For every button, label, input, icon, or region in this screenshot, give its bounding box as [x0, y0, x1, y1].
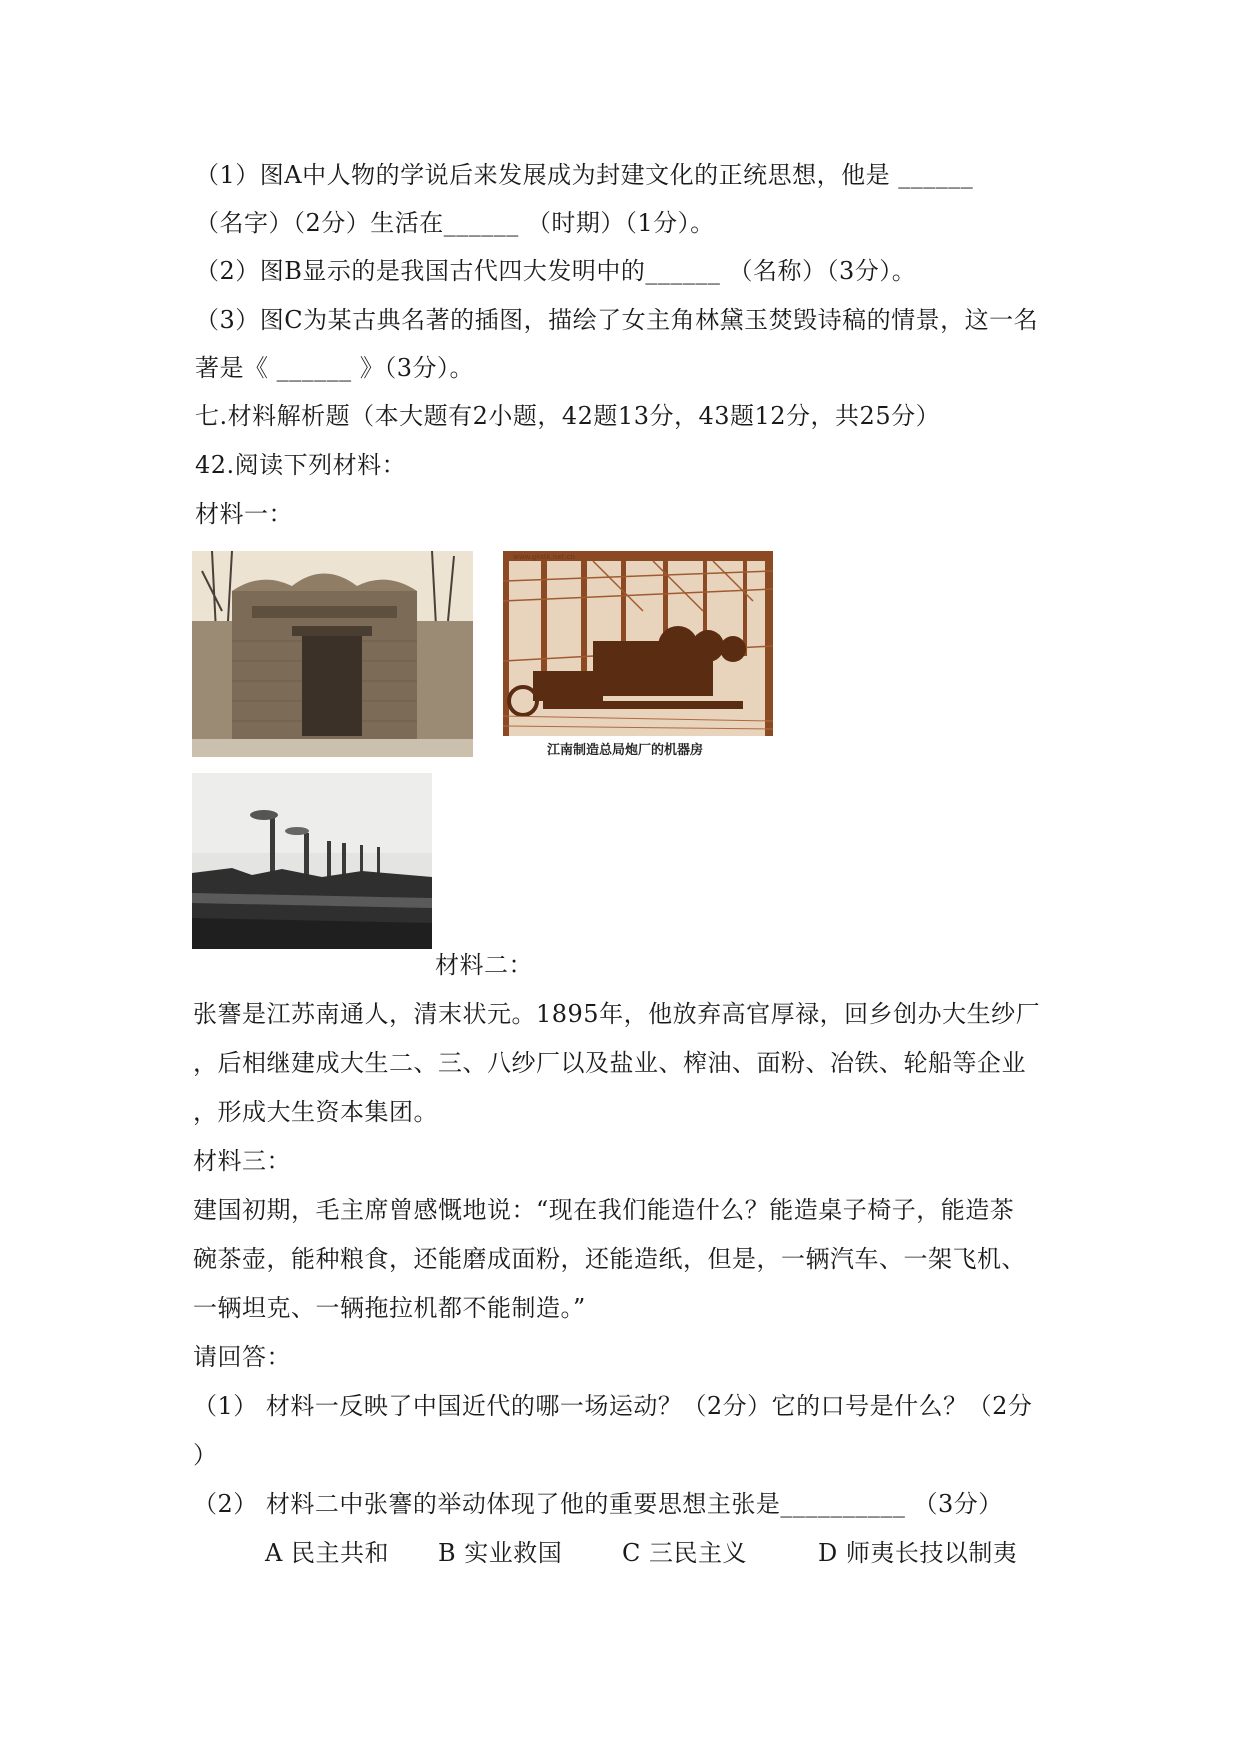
question-1-line-1: （1）图A中人物的学说后来发展成为封建文化的正统思想，他是 ______ [195, 161, 974, 189]
photo-watermark: www.gkstk.net.cn [513, 553, 575, 561]
material-2-line-3: ，形成大生资本集团。 [193, 1098, 438, 1126]
option-b: B 实业救国 [438, 1539, 563, 1567]
sub-question-1-line-2: ） [193, 1441, 218, 1469]
material-3-line-1: 建国初期，毛主席曾感慨地说：“现在我们能造什么？能造桌子椅子，能造茶 [193, 1196, 1015, 1224]
material-3-line-2: 碗茶壶，能种粮食，还能磨成面粉，还能造纸，但是，一辆汽车、一架飞机、 [193, 1245, 1026, 1273]
machine-room-caption: 江南制造总局炮厂的机器房 [547, 743, 704, 758]
option-c: C 三民主义 [622, 1539, 747, 1567]
material-2-label: 材料二： [435, 951, 533, 979]
sub-question-2: （2） 材料二中张謇的举动体现了他的重要思想主张是__________ （3分） [193, 1490, 1003, 1518]
material-3-label: 材料三： [193, 1147, 291, 1175]
sub-question-1-line-1: （1） 材料一反映了中国近代的哪一场运动？（2分）它的口号是什么？（2分 [193, 1392, 1033, 1420]
material-3-line-3: 一辆坦克、一辆拖拉机都不能制造。” [193, 1294, 586, 1322]
material-1-label: 材料一： [195, 500, 293, 528]
option-a: A 民主共和 [265, 1539, 389, 1567]
question-1-line-2: （名字）（2分）生活在______ （时期）（1分）。 [195, 209, 715, 237]
option-d: D 师夷长技以制夷 [818, 1539, 1018, 1567]
material-2-line-2: ，后相继建成大生二、三、八纱厂以及盐业、榨油、面粉、冶铁、轮船等企业 [193, 1049, 1026, 1077]
question-42-heading: 42.阅读下列材料： [195, 451, 407, 479]
answer-prompt: 请回答： [193, 1343, 291, 1371]
question-2: （2）图B显示的是我国古代四大发明中的______ （名称）（3分）。 [195, 257, 917, 285]
factory-chimneys-photo [192, 773, 432, 949]
section-seven-heading: 七.材料解析题（本大题有2小题，42题13分，43题12分，共25分） [195, 402, 941, 430]
question-3-line-2: 著是《 ______ 》（3分）。 [195, 354, 475, 382]
machine-room-photo [503, 551, 773, 736]
material-2-line-1: 张謇是江苏南通人，清末状元。1895年，他放弃高官厚禄，回乡创办大生纱厂 [193, 1000, 1041, 1028]
arsenal-gate-photo [192, 551, 473, 757]
question-3-line-1: （3）图C为某古典名著的插图，描绘了女主角林黛玉焚毁诗稿的情景，这一名 [195, 306, 1039, 334]
